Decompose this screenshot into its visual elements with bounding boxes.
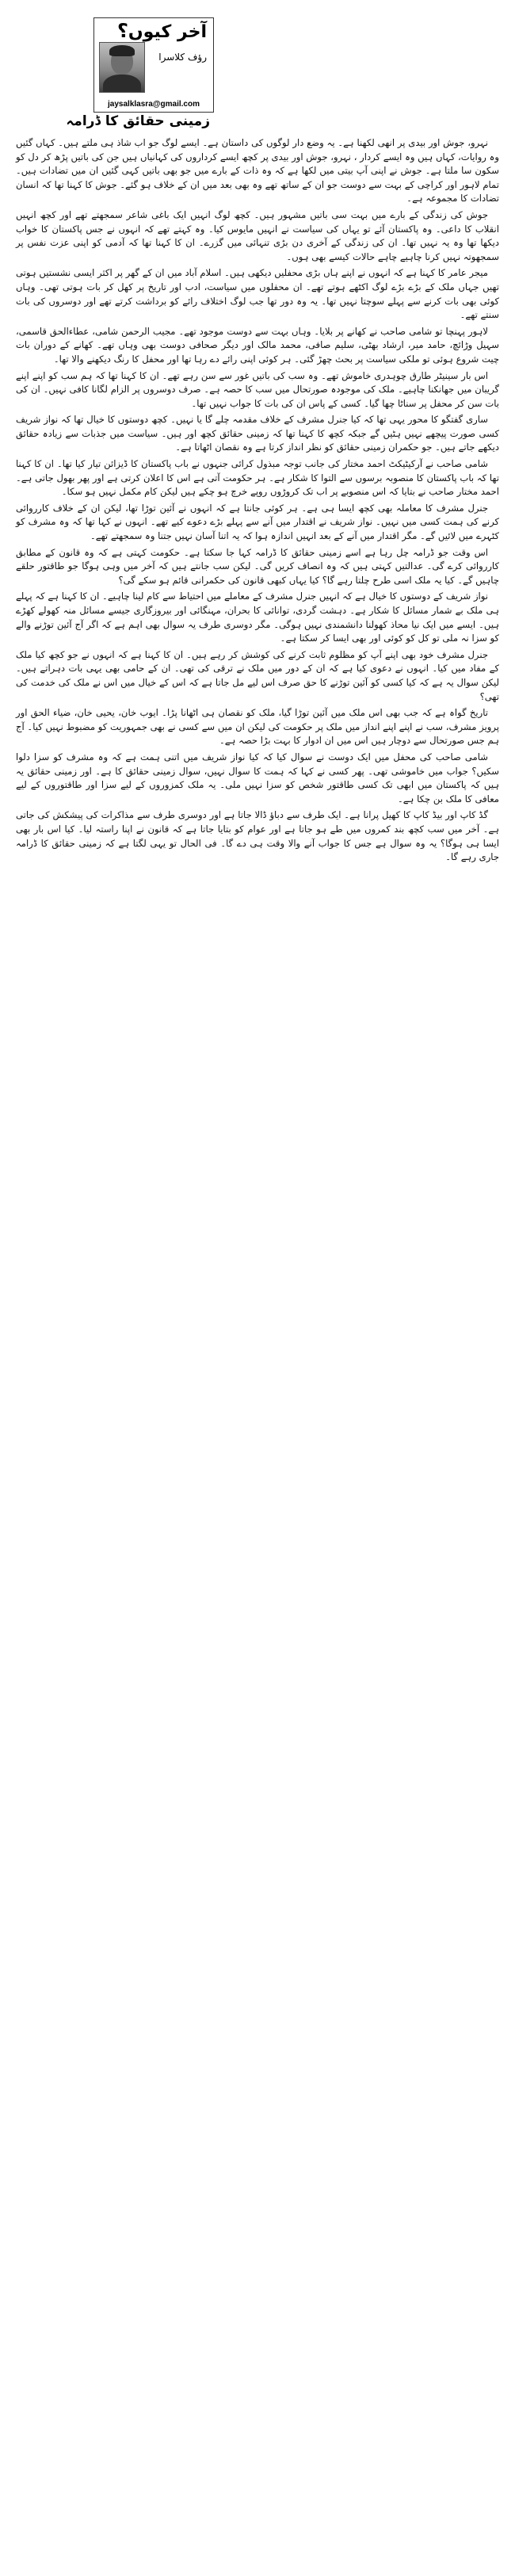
article-paragraph: نہرو، جوش اور بیدی پر انھی لکھنا ہے۔ یہ وضع دار لوگوں کی داستان ہے۔ ایسے لوگ جو اب شاذ ہی ملتے ہیں۔ کہاں گئیں وہ روایات، کہاں ہیں وہ ایسے کردار ، نہرو، جوش اور بیدی پر کچھ ایسے کرداروں کی کہانیاں ہیں جن کی باتیں پڑھ کر دل کو سکون سا ملتا ہے۔ جوش نے اپنی آپ بیتی میں لکھا ہے کہ وہ ذات کے بارے میں جو بھی باتیں کہی گئیں ان میں تضادات ہیں۔ تمام لاہور اور کراچی کے بہت سے دوست جو ان کے ساتھ تھے وہ بھی بعد میں ان کے خلاف ہو گئے۔ جوش کا کہنا تھا کہ انسان تضادات کا مجموعہ ہے۔ [16,137,499,204]
article-paragraph: جوش کی زندگی کے بارے میں بہت سی باتیں مشہور ہیں۔ کچھ لوگ انہیں ایک باغی شاعر سمجھتے تھے اور کچھ انہیں انقلاب کا داعی۔ وہ پاکستان آئے تو یہاں کی سیاست نے انہیں مایوس کیا۔ وہ کہتے تھے کہ انہوں نے جس پاکستان کا خواب دیکھا تھا وہ یہ نہیں تھا۔ ان کی زندگی کے آخری دن بڑی تنہائی میں گزرے۔ ان کا کہنا تھا کہ آدمی کو اپنی عزت نفس پر سمجھوتہ نہیں کرنا چاہیے چاہے حالات کیسے بھی ہوں۔ [16,208,499,262]
article-paragraph: اس بار سینیٹر طارق چوہدری خاموش تھے۔ وہ سب کی باتیں غور سے سن رہے تھے۔ ان کا کہنا تھا کہ ہم سب کو اپنے اپنے گریبان میں جھانکنا چاہیے۔ ملک کی موجودہ صورتحال میں سب کا حصہ ہے۔ صرف دوسروں پر الزام لگانا کافی نہیں۔ ان کی بات سن کر محفل پر سناٹا چھا گیا۔ کسی کے پاس ان کی بات کا جواب نہیں تھا۔ [16,369,499,409]
column-name [117,20,207,42]
article-title: زمینی حقائق کا ڈرامہ [66,113,210,129]
column-name-text: آخر کیوں [128,22,207,42]
masthead [16,8,499,127]
author-name: رؤف کلاسرا [158,52,207,63]
article-body [16,136,499,865]
author-photo-torso [103,75,141,93]
article-paragraph: شامی صاحب کی محفل میں ایک دوست نے سوال کیا کہ کیا نواز شریف میں اتنی ہمت ہے کہ وہ مشرف کو سزا دلوا سکیں؟ جواب میں خاموشی تھی۔ پھر کسی نے کہا کہ ہمت کا سوال نہیں، سوال زمینی حقائق کا ہے۔ اور زمینی حقائق یہ ہیں کہ پاکستان میں ابھی تک کسی طاقتور شخص کو سزا نہیں ملی۔ یہ ملک کمزوروں کے لیے سزا اور طاقتوروں کے لیے معافی کا ملک بن چکا ہے۔ [16,751,499,805]
author-photo [99,42,145,93]
article-paragraph: جنرل مشرف خود بھی اپنے آپ کو مظلوم ثابت کرنے کی کوشش کر رہے ہیں۔ ان کا کہنا ہے کہ انہوں نے جو کچھ کیا ملک کے مفاد میں کیا۔ انہوں نے دعوی کیا ہے کہ ان کے دور میں ملک نے ترقی کی تھی۔ ان کے حامی بھی یہی بات دہراتے ہیں۔ لیکن سوال یہ ہے کہ کیا کسی کو آئین توڑنے کا حق صرف اس لیے مل جاتا ہے کہ اس کے خیال میں اس نے ملک کی خدمت کی تھی؟ [16,648,499,702]
column-name-mark: ؟ [116,20,128,42]
article-paragraph: نواز شریف کے دوستوں کا خیال ہے کہ انہیں جنرل مشرف کے معاملے میں احتیاط سے کام لینا چاہیے۔ ان کا کہنا ہے کہ پہلے ہی ملک بے شمار مسائل کا شکار ہے۔ دہشت گردی، توانائی کا بحران، مہنگائی اور بیروزگاری جیسے مسائل منہ کھولے کھڑے ہیں۔ ایسے میں ایک نیا محاذ کھولنا دانشمندی نہیں ہوگی۔ مگر دوسری طرف یہ سوال بھی اہم ہے کہ اگر آج آئین توڑنے والے کو سزا نہ ملی تو کل کو کوئی اور بھی ایسا کر سکتا ہے۔ [16,590,499,644]
article-paragraph: شامی صاحب نے آرکیٹیکٹ احمد مختار کی جانب توجہ مبذول کرائی جنہوں نے باب پاکستان کا ڈیزائن تیار کیا تھا۔ ان کا کہنا تھا کہ باب پاکستان کا منصوبہ برسوں سے التوا کا شکار ہے۔ ہر حکومت آتی ہے اس کا اعلان کرتی ہے اور پھر بھول جاتی ہے۔ احمد مختار صاحب نے بتایا کہ اس منصوبے پر اب تک کروڑوں روپے خرچ ہو چکے ہیں لیکن کام مکمل نہیں ہو سکا۔ [16,458,499,498]
column-header-box [93,17,214,113]
article-paragraph: ساری گفتگو کا محور یہی تھا کہ کیا جنرل مشرف کے خلاف مقدمہ چلے گا یا نہیں۔ کچھ دوستوں کا خیال تھا کہ نواز شریف کسی صورت پیچھے نہیں ہٹیں گے جبکہ کچھ کا کہنا تھا کہ زمینی حقائق کچھ اور ہیں۔ سیاست میں جذبات سے زیادہ حقائق دیکھے جاتے ہیں۔ جو حکمران زمینی حقائق کو نظر انداز کرتا ہے وہ نقصان اٹھاتا ہے۔ [16,414,499,453]
author-photo-hair [109,45,135,56]
article-paragraph: گڈ کاپ اور بیڈ کاپ کا کھیل پرانا ہے۔ ایک طرف سے دباؤ ڈالا جاتا ہے اور دوسری طرف سے مذاکرات کی پیشکش کی جاتی ہے۔ آخر میں سب کچھ بند کمروں میں طے ہو جاتا ہے اور عوام کو بتایا جاتا ہے کہ قانون نے اپنا راستہ لیا۔ کیا اس بار بھی ایسا ہی ہوگا؟ یہ وہ سوال ہے جس کا جواب آنے والا وقت ہی دے گا۔ فی الحال تو یہی لگتا ہے کہ زمینی حقائق کا ڈرامہ جاری رہے گا۔ [16,809,499,863]
article-paragraph: تاریخ گواہ ہے کہ جب بھی اس ملک میں آئین توڑا گیا، ملک کو نقصان ہی اٹھانا پڑا۔ ایوب خان، یحیی خان، ضیاء الحق اور پرویز مشرف، سب نے اپنے اپنے انداز میں ملک پر حکومت کی لیکن ان میں سے کسی نے بھی جمہوریت کو مضبوط نہیں کیا۔ آج ہم جس صورتحال سے دوچار ہیں اس میں ان ادوار کا بہت بڑا حصہ ہے۔ [16,707,499,747]
article-paragraph: لاہور پہنچا تو شامی صاحب نے کھانے پر بلایا۔ وہاں بہت سے دوست موجود تھے۔ مجیب الرحمن شامی، عطاءالحق قاسمی، سہیل وڑائچ، حامد میر، ارشاد بھٹی، سلیم صافی، محمد مالک اور دیگر صحافی دوست بھی وہاں تھے۔ کھانے کے دوران بات چیت شروع ہوئی تو ملکی سیاست پر بحث چھڑ گئی۔ ہر کوئی اپنی رائے دے رہا تھا اور محفل کا رنگ دیکھنے والا تھا۔ [16,325,499,365]
author-email: jaysalklasra@gmail.com [108,100,200,109]
article-paragraph: اس وقت جو ڈرامہ چل رہا ہے اسے زمینی حقائق کا ڈرامہ کہا جا سکتا ہے۔ حکومت کہتی ہے کہ وہ قانون کے مطابق کارروائی کرے گی۔ عدالتیں کہتی ہیں کہ وہ انصاف کریں گی۔ لیکن سب جانتے ہیں کہ آخر میں وہی ہوگا جو طاقتور حلقے چاہیں گے۔ کیا یہ ملک اسی طرح چلتا رہے گا؟ کیا یہاں کبھی قانون کی حکمرانی قائم ہو سکے گی؟ [16,546,499,586]
article-paragraph: جنرل مشرف کا معاملہ بھی کچھ ایسا ہی ہے۔ ہر کوئی جانتا ہے کہ انہوں نے آئین توڑا تھا، لیکن ان کے خلاف کارروائی کرنے کی ہمت کسی میں نہیں۔ نواز شریف نے اقتدار میں آنے سے پہلے بڑے دعوے کیے تھے۔ انہوں نے کہا تھا کہ وہ مشرف کو کٹہرے میں لائیں گے۔ مگر اقتدار میں آنے کے بعد انہیں اندازہ ہوا کہ یہ اتنا آسان نہیں جتنا وہ سمجھتے تھے۔ [16,502,499,542]
article-paragraph: میجر عامر کا کہنا ہے کہ انہوں نے اپنے ہاں بڑی محفلیں دیکھی ہیں۔ اسلام آباد میں ان کے گھر پر اکثر ایسی نشستیں ہوتی تھیں جہاں ملک کے بڑے بڑے لوگ اکٹھے ہوتے تھے۔ ان محفلوں میں سیاست، ادب اور تاریخ پر کھل کر بات ہوتی تھی۔ وہاں کوئی بھی بات کرنے سے پہلے سوچتا نہیں تھا۔ یہ وہ دور تھا جب لوگ اختلاف رائے کو برداشت کرتے تھے اور دوسروں کی بات سنتے تھے۔ [16,267,499,321]
